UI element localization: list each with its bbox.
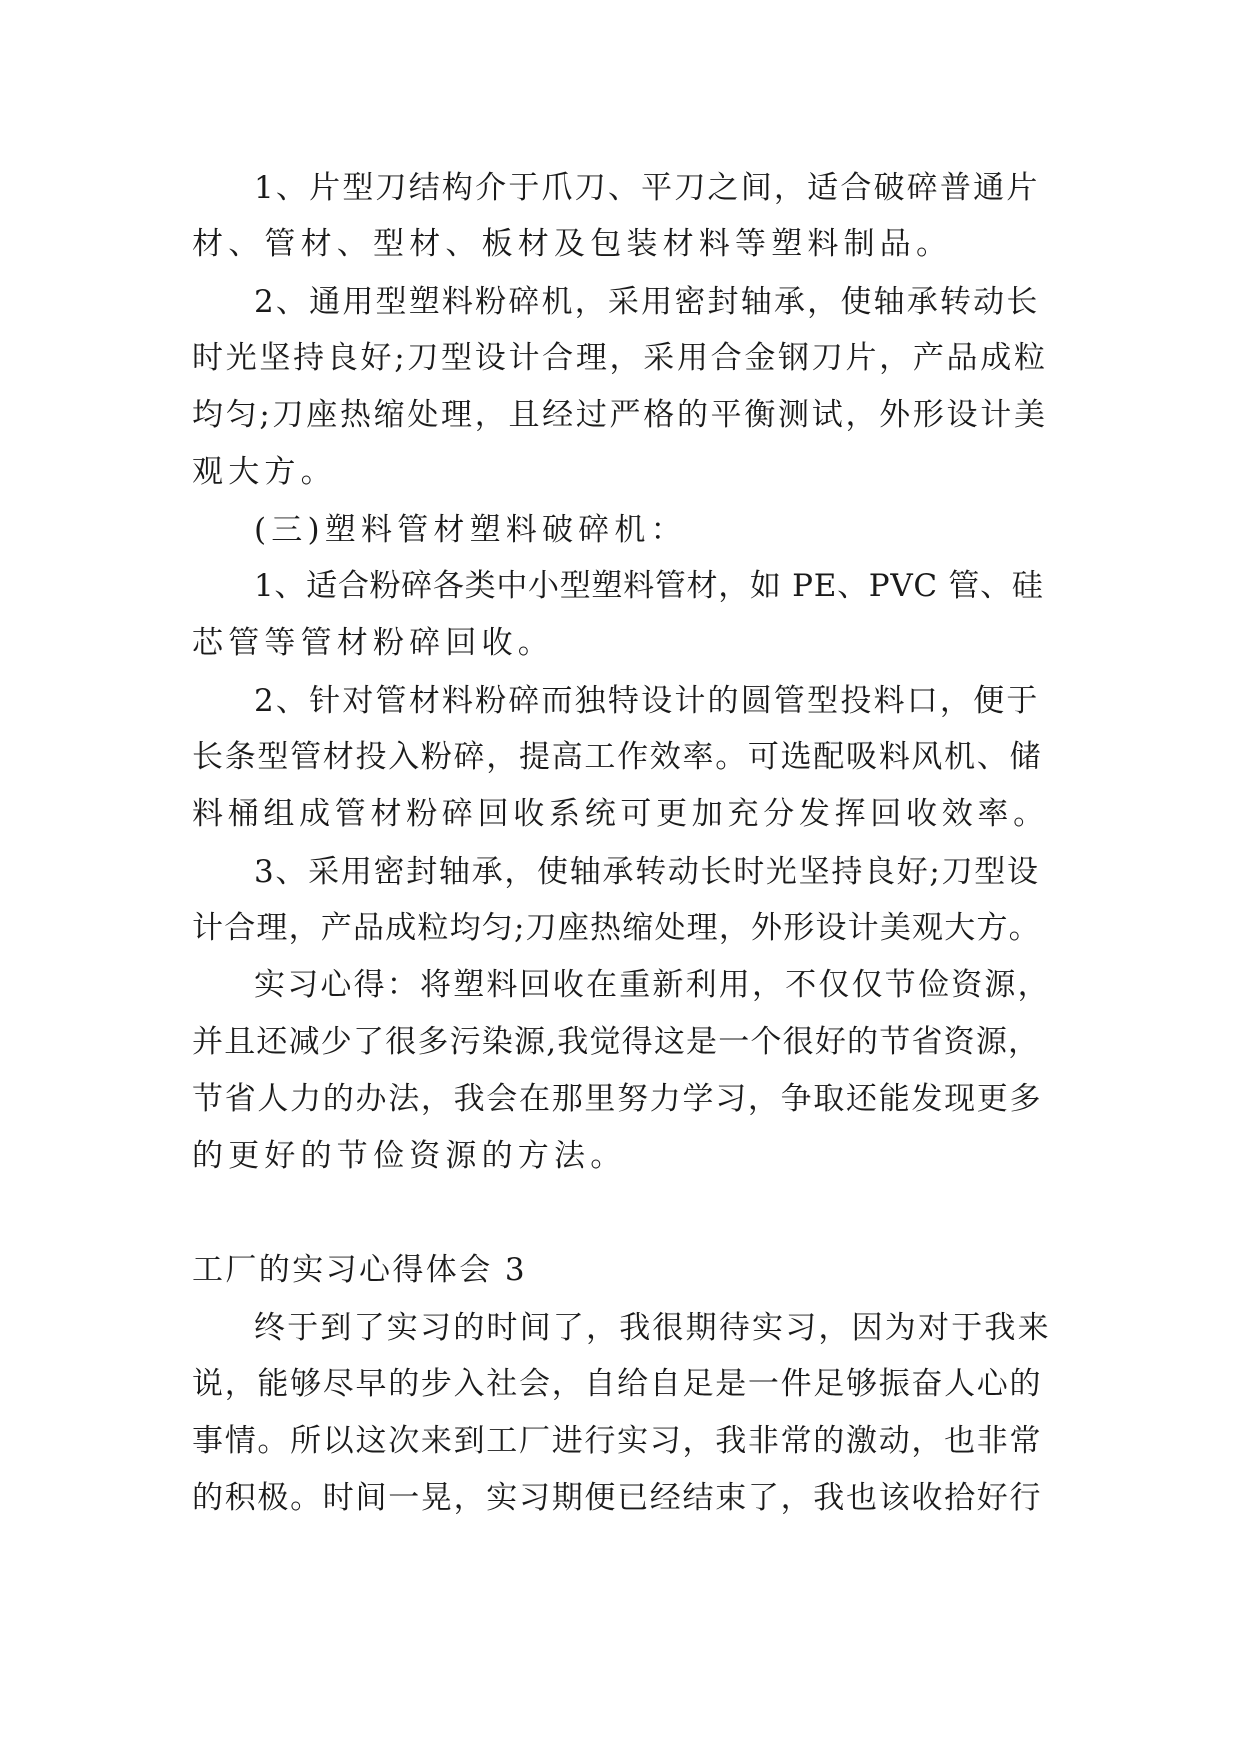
paragraph-line: 3、采用密封轴承，使轴承转动长时光坚持良好;刀型设 (254, 854, 1040, 890)
section-subheading: (三)塑料管材塑料破碎机： (254, 512, 687, 548)
paragraph-line: 芯管等管材粉碎回收。 (192, 625, 554, 661)
paragraph-line: 2、针对管材料粉碎而独特设计的圆管型投料口，便于 (254, 683, 1040, 719)
paragraph-line: 节省人力的办法，我会在那里努力学习，争取还能发现更多 (192, 1081, 1043, 1117)
paragraph-line: 观大方。 (192, 454, 337, 490)
paragraph-line: 材、管材、型材、板材及包装材料等塑料制品。 (192, 226, 953, 262)
paragraph-line: 均匀;刀座热缩处理，且经过严格的平衡测试，外形设计美 (192, 397, 1048, 433)
paragraph-line: 的积极。时间一晃，实习期便已经结束了，我也该收拾好行 (192, 1480, 1043, 1516)
section-heading: 工厂的实习心得体会 3 (192, 1252, 527, 1288)
paragraph-line: 终于到了实习的时间了，我很期待实习，因为对于我来 (254, 1310, 1051, 1346)
paragraph-line: 的更好的节俭资源的方法。 (192, 1138, 627, 1174)
paragraph-line: 1、适合粉碎各类中小型塑料管材，如 PE、PVC 管、硅 (254, 568, 1044, 604)
paragraph-line: 事情。所以这次来到工厂进行实习，我非常的激动，也非常 (192, 1423, 1043, 1459)
paragraph-line: 实习心得：将塑料回收在重新利用，不仅仅节俭资源， (254, 967, 1051, 1003)
paragraph-line: 并且还减少了很多污染源,我觉得这是一个很好的节省资源， (192, 1024, 1041, 1060)
paragraph-line: 说，能够尽早的步入社会，自给自足是一件足够振奋人心的 (192, 1366, 1043, 1402)
paragraph-line: 计合理，产品成粒均匀;刀座热缩处理，外形设计美观大方。 (192, 910, 1041, 946)
paragraph-line: 2、通用型塑料粉碎机，采用密封轴承，使轴承转动长 (254, 284, 1040, 320)
paragraph-line: 长条型管材投入粉碎，提高工作效率。可选配吸料风机、储 (192, 739, 1043, 775)
paragraph-line: 料桶组成管材粉碎回收系统可更加充分发挥回收效率。 (192, 796, 1049, 832)
paragraph-line: 时光坚持良好;刀型设计合理，采用合金钢刀片，产品成粒 (192, 340, 1048, 376)
paragraph-line: 1、片型刀结构介于爪刀、平刀之间，适合破碎普通片 (254, 170, 1040, 206)
